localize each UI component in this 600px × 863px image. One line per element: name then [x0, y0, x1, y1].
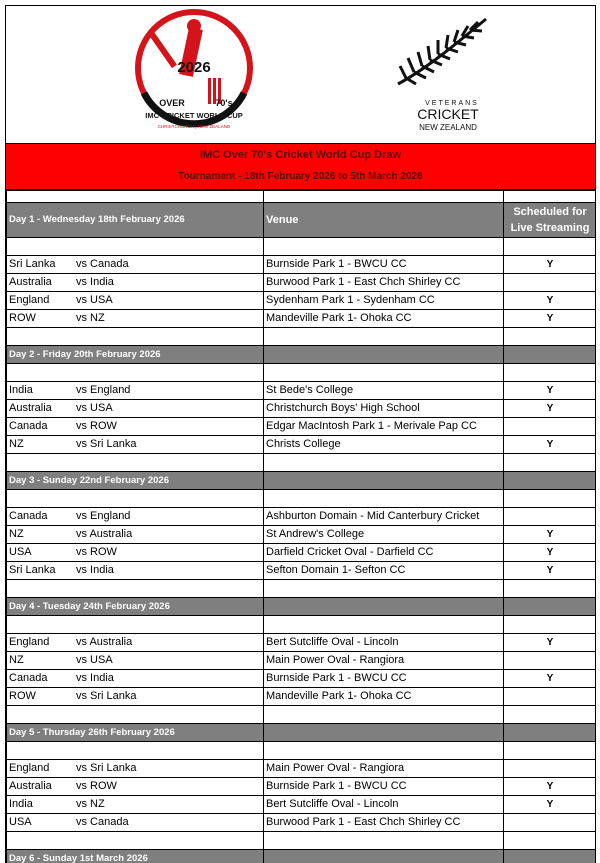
venue-cell: Darfield Cricket Oval - Darfield CC — [264, 544, 504, 562]
match-row — [7, 310, 597, 328]
venue-cell: Bert Sutcliffe Oval - Lincoln — [264, 796, 504, 814]
fixture-cell — [7, 670, 264, 688]
fixture-cell — [7, 634, 264, 652]
stream-flag: Y — [504, 634, 597, 652]
team-two: vs ROW — [76, 780, 117, 792]
team-two: vs Canada — [76, 258, 129, 270]
team-one: USA — [9, 816, 32, 828]
team-two: vs ROW — [76, 420, 117, 432]
venue-cell: Edgar MacIntosh Park 1 - Merivale Pap CC — [264, 418, 504, 436]
logo-row — [6, 6, 595, 144]
blank-row — [7, 490, 597, 508]
team-one: NZ — [9, 528, 24, 540]
blank-row — [7, 832, 597, 850]
stream-flag — [504, 508, 597, 526]
team-one: NZ — [9, 438, 24, 450]
stream-flag: Y — [504, 526, 597, 544]
fixture-cell — [7, 508, 264, 526]
day-header-row — [7, 203, 597, 238]
fixture-cell — [7, 760, 264, 778]
team-two: vs Sri Lanka — [76, 762, 137, 774]
venue-cell: Christchurch Boys' High School — [264, 400, 504, 418]
stream-flag: Y — [504, 778, 597, 796]
match-row — [7, 418, 597, 436]
blank-row — [7, 364, 597, 382]
day-label: Day 4 - Tuesday 24th February 2026 — [7, 598, 264, 616]
match-row — [7, 274, 597, 292]
team-two: vs USA — [76, 402, 113, 414]
logo-cricket: CRICKET — [417, 106, 479, 122]
stream-flag: Y — [504, 310, 597, 328]
fixture-cell — [7, 562, 264, 580]
venue-cell: Burnside Park 1 - BWCU CC — [264, 778, 504, 796]
team-two: vs Canada — [76, 816, 129, 828]
fixture-cell — [7, 292, 264, 310]
day-label: Day 5 - Thursday 26th February 2026 — [7, 724, 264, 742]
blank-row — [7, 238, 597, 256]
stream-flag: Y — [504, 544, 597, 562]
logo-over: OVER — [159, 98, 185, 108]
fixture-cell — [7, 652, 264, 670]
stream-flag: Y — [504, 436, 597, 454]
match-row — [7, 652, 597, 670]
draw-table — [6, 190, 596, 863]
blank-row — [7, 616, 597, 634]
stream-flag: Y — [504, 796, 597, 814]
fixture-cell — [7, 796, 264, 814]
venue-cell: Mandeville Park 1- Ohoka CC — [264, 310, 504, 328]
team-two: vs ROW — [76, 546, 117, 558]
team-two: vs NZ — [76, 798, 105, 810]
match-row — [7, 400, 597, 418]
fixture-cell — [7, 400, 264, 418]
venue-cell: Sydenham Park 1 - Sydenham CC — [264, 292, 504, 310]
team-one: ROW — [9, 312, 36, 324]
match-row — [7, 814, 597, 832]
venue-cell: Burwood Park 1 - East Chch Shirley CC — [264, 274, 504, 292]
day-header-row — [7, 598, 597, 616]
fixture-cell — [7, 526, 264, 544]
blank-row — [7, 454, 597, 472]
match-row — [7, 778, 597, 796]
day-label: Day 1 - Wednesday 18th February 2026 — [7, 203, 264, 238]
day-header-row — [7, 850, 597, 863]
blank-row — [7, 191, 597, 203]
match-row — [7, 670, 597, 688]
logo-veterans: VETERANS — [425, 100, 479, 107]
team-one: India — [9, 798, 33, 810]
logo-location: CHRISTCHURCH | NEW ZEALAND — [157, 124, 231, 129]
logo-year: 2026 — [177, 59, 211, 76]
team-one: England — [9, 294, 50, 306]
fixture-cell — [7, 778, 264, 796]
stream-flag — [504, 814, 597, 832]
team-two: vs India — [76, 564, 114, 576]
match-row — [7, 256, 597, 274]
match-row — [7, 796, 597, 814]
imc-world-cup-logo — [124, 8, 264, 141]
stream-flag — [504, 652, 597, 670]
stream-flag: Y — [504, 400, 597, 418]
stream-flag — [504, 688, 597, 706]
team-one: Canada — [9, 510, 48, 522]
match-row — [7, 526, 597, 544]
blank-row — [7, 706, 597, 724]
blank-row — [7, 580, 597, 598]
draw-sheet — [5, 5, 596, 863]
fixture-cell — [7, 256, 264, 274]
stream-flag — [504, 274, 597, 292]
venue-header: Venue — [264, 203, 504, 238]
fixture-cell — [7, 382, 264, 400]
stream-flag — [504, 418, 597, 436]
team-two: vs Australia — [76, 528, 133, 540]
venue-cell: Mandeville Park 1- Ohoka CC — [264, 688, 504, 706]
stream-flag: Y — [504, 256, 597, 274]
day-header-row — [7, 724, 597, 742]
team-two: vs USA — [76, 654, 113, 666]
team-two: vs Australia — [76, 636, 133, 648]
team-two: vs India — [76, 276, 114, 288]
match-row — [7, 382, 597, 400]
fixture-cell — [7, 436, 264, 454]
team-one: England — [9, 762, 50, 774]
title-band — [6, 144, 595, 190]
logo-new-zealand: NEW ZEALAND — [419, 123, 477, 132]
team-one: Sri Lanka — [9, 564, 56, 576]
day-label: Day 6 - Sunday 1st March 2026 — [7, 850, 264, 863]
team-two: vs England — [76, 384, 131, 396]
stream-flag: Y — [504, 562, 597, 580]
fixture-cell — [7, 814, 264, 832]
stream-header-line2: Live Streaming — [510, 222, 590, 234]
venue-cell: Burnside Park 1 - BWCU CC — [264, 670, 504, 688]
match-row — [7, 562, 597, 580]
blank-row — [7, 742, 597, 760]
team-two: vs Sri Lanka — [76, 690, 137, 702]
venue-cell: Sefton Domain 1- Sefton CC — [264, 562, 504, 580]
team-two: vs England — [76, 510, 131, 522]
day-label: Day 3 - Sunday 22nd February 2026 — [7, 472, 264, 490]
stream-flag: Y — [504, 382, 597, 400]
team-two: vs NZ — [76, 312, 105, 324]
stream-flag: Y — [504, 292, 597, 310]
team-one: ROW — [9, 690, 36, 702]
fixture-cell — [7, 274, 264, 292]
match-row — [7, 292, 597, 310]
logo-age: 70's — [215, 98, 233, 108]
match-row — [7, 634, 597, 652]
venue-cell: Christs College — [264, 436, 504, 454]
stream-flag: Y — [504, 670, 597, 688]
team-one: Sri Lanka — [9, 258, 56, 270]
fixture-cell — [7, 544, 264, 562]
venue-cell: St Andrew's College — [264, 526, 504, 544]
veterans-cricket-nz-logo — [386, 14, 506, 136]
tournament-dates: Tournament - 18th February 2026 to 5th March 2026 — [178, 171, 423, 182]
venue-cell: Bert Sutcliffe Oval - Lincoln — [264, 634, 504, 652]
page-title: IMC Over 70's Cricket World Cup Draw — [199, 149, 402, 161]
team-one: Canada — [9, 672, 48, 684]
team-one: England — [9, 636, 50, 648]
venue-cell: Burnside Park 1 - BWCU CC — [264, 256, 504, 274]
team-two: vs Sri Lanka — [76, 438, 137, 450]
match-row — [7, 436, 597, 454]
blank-row — [7, 328, 597, 346]
venue-cell: Main Power Oval - Rangiora — [264, 652, 504, 670]
fixture-cell — [7, 688, 264, 706]
team-two: vs India — [76, 672, 114, 684]
day-label: Day 2 - Friday 20th February 2026 — [7, 346, 264, 364]
stream-header-line1: Scheduled for — [513, 206, 587, 218]
match-row — [7, 688, 597, 706]
fixture-cell — [7, 310, 264, 328]
day-header-row — [7, 346, 597, 364]
day-header-row — [7, 472, 597, 490]
match-row — [7, 544, 597, 562]
venue-cell: St Bede's College — [264, 382, 504, 400]
team-one: NZ — [9, 654, 24, 666]
team-one: Australia — [9, 780, 52, 792]
stream-flag — [504, 760, 597, 778]
logo-name: IMC CRICKET WORLD CUP — [145, 111, 243, 120]
venue-cell: Main Power Oval - Rangiora — [264, 760, 504, 778]
match-row — [7, 508, 597, 526]
silver-fern-icon — [398, 19, 486, 84]
venue-cell: Ashburton Domain - Mid Canterbury Cricket — [264, 508, 504, 526]
team-one: Australia — [9, 402, 52, 414]
team-one: Australia — [9, 276, 52, 288]
team-one: India — [9, 384, 33, 396]
team-two: vs USA — [76, 294, 113, 306]
fixture-cell — [7, 418, 264, 436]
live-streaming-header — [504, 203, 597, 238]
team-one: USA — [9, 546, 32, 558]
venue-cell: Burwood Park 1 - East Chch Shirley CC — [264, 814, 504, 832]
match-row — [7, 760, 597, 778]
team-one: Canada — [9, 420, 48, 432]
